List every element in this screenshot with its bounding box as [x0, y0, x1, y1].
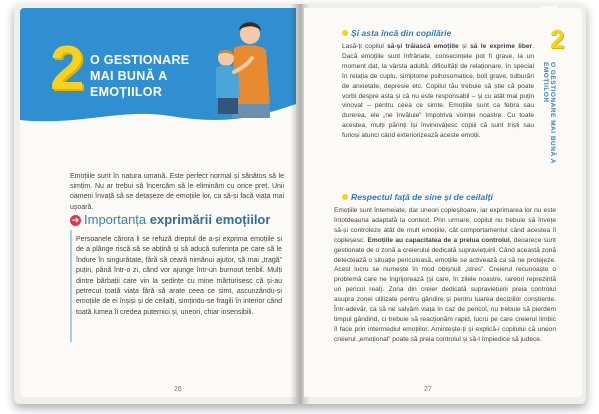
section-heading-respect: Respectul față de sine și de ceilalți — [342, 192, 493, 202]
section-heading-childhood: Și asta încă din copilărie — [342, 28, 451, 38]
bullet-dot-icon — [342, 30, 348, 36]
bullet-dot-icon — [342, 194, 348, 200]
page-number-left: 26 — [174, 386, 182, 393]
open-book — [14, 4, 586, 404]
page-number-right: 27 — [424, 386, 432, 393]
chapter-number: 2 — [50, 34, 85, 103]
section-heading-importance — [70, 212, 284, 228]
intro-paragraph: Emoțiile sunt în natura umană. Este perfect normal și sănătos să le simțim. Nu ar trebui să încercăm să le eliminăm cu orice preț. Unii oameni învață să se detașeze de emoțiile lor, ca să-și facă viața mai ușoară. — [70, 173, 284, 211]
chapter-title: O GESTIONARE MAI BUNĂ A EMOȚIILOR — [90, 53, 190, 99]
childhood-paragraph: Lasă-ți copilul să-și trăiască emoțiile și să le exprime liber. Dacă emoțiile sunt înfrânate, consecințele pot fi grave, la un moment dat, la vârsta adultă: dificultăți de relaționare, în special în relația de cuplu, simptome psihosomatice, boli grave, tulburări de anxietate, depresie etc. Copilul tău trebuie să știe că poate vorbi despre asta și că nu este responsabil – și cu atât mai puțin vinovat – pentru ceea ce simte. Emoțiile sunt ca febra sau durerea, ele „ne învăluie” împotriva voinței noastre. Cu toate acestea, mulți părinți își învinovățesc copiii că sunt triști sau furioși atunci când exteriorizează aceste emoții. — [342, 43, 534, 140]
arrow-right-icon: ➜ — [71, 215, 80, 225]
heading-bold: exprimării emoțiilor — [149, 212, 271, 227]
side-chapter-title: O GESTIONARE MAI BUNĂ A EMOȚIILOR — [542, 62, 556, 164]
left-page — [20, 8, 296, 397]
respect-paragraph: Emoțiile sunt întemeiate, dar uneori copleșitoare, iar exprimarea lor nu este întotdeauna adaptată la context. Prin urmare, copilul nu trebuie să învețe să-și controleze atât de mult emoțiile, cât comportamentul când acestea îl copleșesc. Emoțiile au capacitatea de a prelua controlul, deoarece sunt gestionate de o zonă a creierului dedicată supraviețuirii. Când această zonă detectează o situație periculoasă, emoțiile se activează ca să ne protejeze. Acest lucru se numește în mod obișnuit „stres”. Creierul recunoaște o problemă care ne îngrijorează (și care, în zilele noastre, rareori reprezintă un pericol real). Zona din creier dedicată supraviețuirii preia controlul asupra zonei utilizate pentru gândire și pentru luarea deciziilor conștiente. Într-adevăr, ca să ne salvăm viața în caz de pericol, nu trebuie să pierdem timpul gândind, ci trebuie să reacționăm rapid, lucru pe care creierul limbic îl face prin intermediul emoțiilor. Amintește-ți și explică-i copilului că uneori creierul „emoțional” poate să preia controlul și să-l împiedice să judece. — [334, 207, 556, 343]
side-chapter-number: 2 — [550, 24, 565, 54]
parent-child-illustration — [196, 14, 280, 118]
heading-plain: Importanța — [84, 212, 147, 227]
box-paragraph: Persoanele cărora li se refuză dreptul de a-și exprima emoțiile și de a plânge riscă să se abțină și să aducă suferința pe care să le îndure în singurătate, fără să ceară nimănui ajutor, să mai „tragă” puțin, până într-o zi, când vor ajunge într-un burnout teribil. Mulți dintre bărbații care vin la ședințe cu mine mărturisesc că și-au petrecut toată viața fără să arate ceea ce simt, ascunzându-și emoțiile de ei înșiși și de ceilalți, simțindu-se fragili în interior când toată lumea îi credea puternici și, uneori, chiar insensibili. — [76, 236, 282, 316]
